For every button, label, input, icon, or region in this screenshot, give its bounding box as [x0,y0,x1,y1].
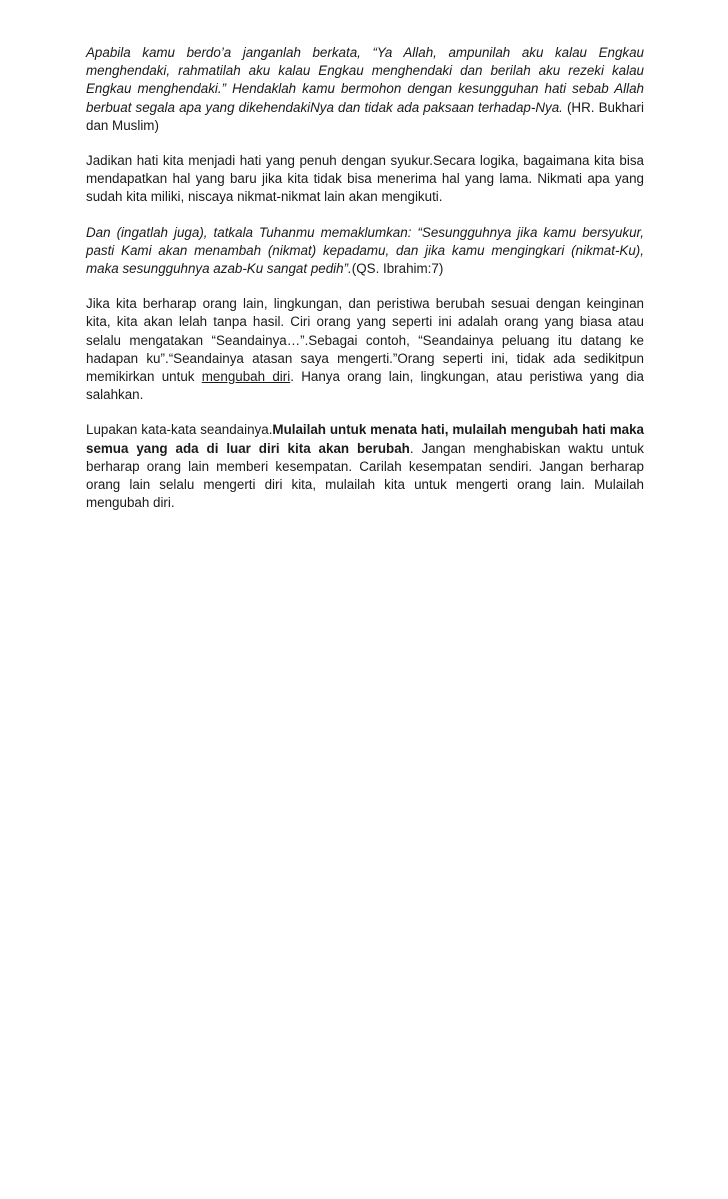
underlined-phrase: mengubah diri [201,369,291,385]
hadith-quote: Apabila kamu berdo’a janganlah berkata, “Ya Allah, ampunilah aku kalau Engkau menghendaki, rahmatilah aku kalau Engkau menghendaki dan berilah aku rezeki kalau Engkau menghendaki.” Hendaklah kamu bermohon dengan kesungguhan hati sebab Allah berbuat segala apa yang dikehendakiNya dan tidak ada paksaan terhadap-Nya. [86,45,644,115]
gratitude-text: Jadikan hati kita menjadi hati yang penuh dengan syukur.Secara logika, bagaimana kita bisa mendapatkan hal yang baru jika kita tidak bisa menerima hal yang lama. Nikmati apa yang sudah kita miliki, niscaya nikmat-nikmat lain akan mengikuti. [86,153,644,205]
bold-phrase: Mulailah untuk menata hati, mulailah mengubah hati maka semua yang ada di luar diri kita akan berubah [86,422,644,456]
conclusion-paragraph [86,421,644,512]
conclusion-text-end: . Jangan menghabiskan waktu untuk berharap orang lain memberi kesempatan. Carilah kesempatan sendiri. Jangan berharap orang lain selalu mengerti diri kita, mulailah kita untuk mengerti orang lain. Mulailah mengubah diri. [86,440,644,511]
document-page [86,44,644,529]
gratitude-paragraph [86,152,644,207]
quran-paragraph [86,224,644,279]
conclusion-text-start: Lupakan kata-kata seandainya. [86,422,273,438]
expectation-text-start: Jika kita berharap orang lain, lingkungan, dan peristiwa berubah sesuai dengan keinginan kita, kita akan lelah tanpa hasil. Ciri orang yang seperti ini adalah orang yang biasa atau selalu mengatakan “Seandainya…”.Sebagai contoh, “Seandainya peluang itu datang ke hadapan ku”.“Seandainya atasan saya mengerti.”Orang seperti ini, tidak ada sedikitpun memikirkan untuk [86,296,644,385]
hadith-source: (HR. Bukhari dan Muslim) [86,99,644,133]
quran-quote: Dan (ingatlah juga), tatkala Tuhanmu memaklumkan: “Sesungguhnya jika kamu bersyukur, pasti Kami akan menambah (nikmat) kepadamu, dan jika kamu mengingkari (nikmat-Ku), maka sesungguhnya azab-Ku sangat pedih”. [86,224,644,277]
expectation-text-end: . Hanya orang lain, lingkungan, atau peristiwa yang dia salahkan. [86,369,644,403]
quran-source: (QS. Ibrahim:7) [351,261,444,277]
hadith-paragraph [86,44,644,135]
expectation-paragraph [86,295,644,404]
